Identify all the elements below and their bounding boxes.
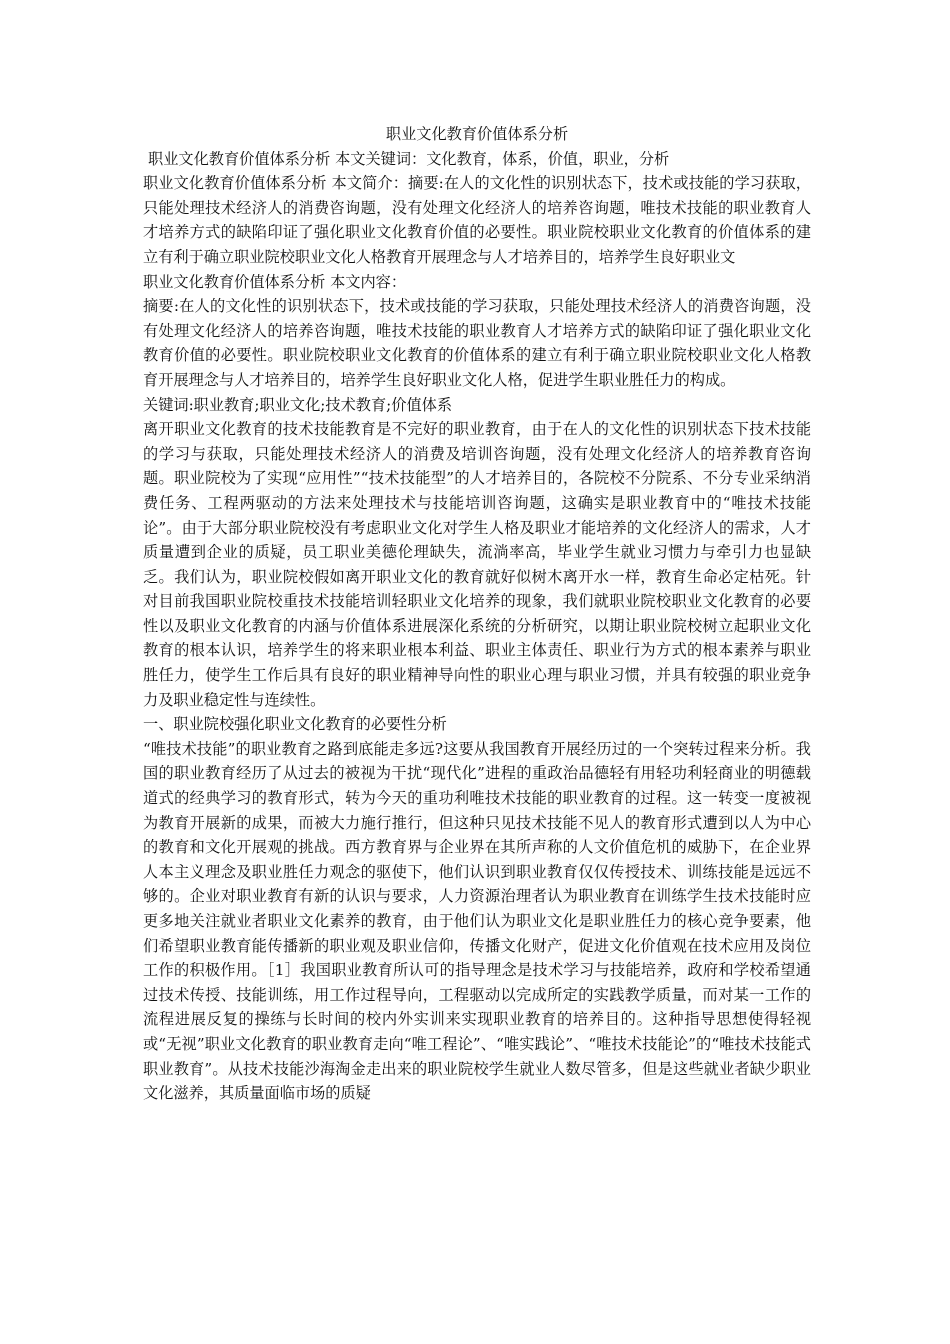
keywords-paragraph: 关键词:职业教育;职业文化;技术教育;价值体系 bbox=[143, 395, 453, 414]
document-page bbox=[143, 122, 811, 1106]
document-title: 职业文化教育价值体系分析 bbox=[385, 125, 569, 143]
keywords-line: 职业文化教育价值体系分析 本文关键词：文化教育，体系，价值，职业，分析 bbox=[148, 149, 670, 168]
section-heading-1: 一、职业院校强化职业文化教育的必要性分析 bbox=[143, 715, 447, 734]
content-heading: 职业文化教育价值体系分析 本文内容： bbox=[143, 272, 407, 291]
intro-paragraph: 职业文化教育价值体系分析 本文简介：摘要:在人的文化性的识别状态下，技术或技能的学习获取，只能处理技术经济人的消费咨询题，没有处理文化经济人的培养咨询题，唯技术技能的职业教育人才培养方式的缺陷印证了强化职业文化教育价值的必要性。职业院校职业文化教育的价值体系的建立有利于确立职业院校职业文化人格教育开展理念与人才培养目的，培养学生良好职业文 bbox=[143, 174, 811, 266]
body-paragraph-2: “唯技术技能”的职业教育之路到底能走多远?这要从我国教育开展经历过的一个突转过程来分析。我国的职业教育经历了从过去的被视为干扰“现代化”进程的重政治品德轻有用轻功利轻商业的明德载道式的经典学习的教育形式，转为今天的重功利唯技术技能的职业教育的过程。这一转变一度被视为教育开展新的成果，而被大力施行推行，但这种只见技术技能不见人的教育形式遭到以人为中心的教育和文化开展观的挑战。西方教育界与企业界在其所声称的人文价值危机的威胁下，在企业界人本主义理念及职业胜任力观念的驱使下，他们认识到职业教育仅仅传授技术、训练技能是远远不够的。企业对职业教育有新的认识与要求，人力资源治理者认为职业教育在训练学生技术技能时应更多地关注就业者职业文化素养的教育，由于他们认为职业文化是职业胜任力的核心竞争要素，他们希望职业教育能传播新的职业观及职业信仰，传播文化财产，促进文化价值观在技术应用及岗位工作的积极作用。［1］我国职业教育所认可的指导理念是技术学习与技能培养，政府和学校希望通过技术传授、技能训练，用工作过程导向，工程驱动以完成所定的实践教学质量，而对某一工作的流程进展反复的操练与长时间的校内外实训来实现职业教育的培养目的。这种指导思想使得轻视或“无视”职业文化教育的职业教育走向“唯工程论”、“唯实践论”、“唯技术技能论”的“唯技术技能式职业教育”。从技术技能沙海淘金走出来的职业院校学生就业人数尽管多，但是这些就业者缺少职业文化滋养，其质量面临市场的质疑 bbox=[143, 739, 811, 1103]
body-paragraph-1: 离开职业文化教育的技术技能教育是不完好的职业教育，由于在人的文化性的识别状态下技术技能的学习与获取，只能处理技术经济人的消费及培训咨询题，没有处理文化经济人的培养教育咨询题。职业院校为了实现“应用性”“技术技能型”的人才培养目的，各院校不分院系、不分专业采纳消费任务、工程两驱动的方法来处理技术与技能培训咨询题，这确实是职业教育中的“唯技术技能论”。由于大部分职业院校没有考虑职业文化对学生人格及职业才能培养的文化经济人的需求，人才质量遭到企业的质疑，员工职业美德伦理缺失，流淌率高，毕业学生就业习惯力与牵引力也显缺乏。我们认为，职业院校假如离开职业文化的教育就好似树木离开水一样，教育生命必定枯死。针对目前我国职业院校重技术技能培训轻职业文化培养的现象，我们就职业院校职业文化教育的必要性以及职业文化教育的内涵与价值体系进展深化系统的分析研究，以期让职业院校树立起职业文化教育的根本认识，培养学生的将来职业根本利益、职业主体责任、职业行为方式的根本素养与职业胜任力，使学生工作后具有良好的职业精神导向性的职业心理与职业习惯，并具有较强的职业竞争力及职业稳定性与连续性。 bbox=[143, 420, 811, 709]
abstract-paragraph: 摘要:在人的文化性的识别状态下，技术或技能的学习获取，只能处理技术经济人的消费咨询题，没有处理文化经济人的培养咨询题，唯技术技能的职业教育人才培养方式的缺陷印证了强化职业文化教育价值的必要性。职业院校职业文化教育的价值体系的建立有利于确立职业院校职业文化人格教育开展理念与人才培养目的，培养学生良好职业文化人格，促进学生职业胜任力的构成。 bbox=[143, 297, 811, 389]
